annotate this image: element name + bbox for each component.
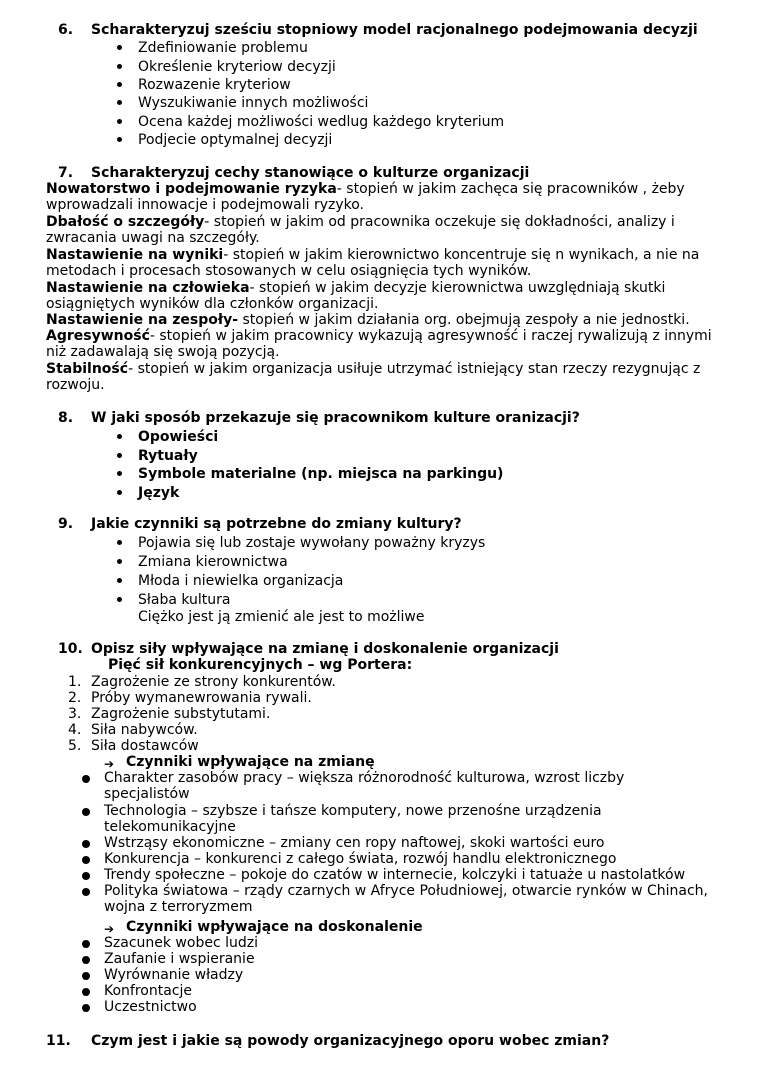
bullet-icon xyxy=(82,888,90,896)
improve-heading: Czynniki wpływające na doskonalenie xyxy=(126,919,423,935)
arrow-right-icon: ➔ xyxy=(104,757,115,771)
list-item: Próby wymanewrowania rywali. xyxy=(91,690,312,706)
list-item-note: Ciężko jest ją zmienić ale jest to możliwe xyxy=(138,609,425,625)
list-item: Zaufanie i wspieranie xyxy=(104,951,255,967)
list-item: Uczestnictwo xyxy=(104,999,197,1015)
porter-heading: Pięć sił konkurencyjnych – wg Portera: xyxy=(108,657,413,673)
list-item-continuation: specjalistów xyxy=(104,786,190,802)
q10-number: 10. xyxy=(58,641,83,657)
bullet-icon xyxy=(117,540,122,545)
bullet-icon xyxy=(82,972,90,980)
bullet-icon xyxy=(117,100,122,105)
bullet-icon xyxy=(117,137,122,142)
list-item: Wyrównanie władzy xyxy=(104,967,244,983)
list-item: Młoda i niewielka organizacja xyxy=(138,573,344,589)
list-item: Konfrontacje xyxy=(104,983,193,999)
list-item: Technologia – szybsze i tańsze komputery, nowe przenośne urządzenia xyxy=(104,803,602,819)
list-item: Zmiana kierownictwa xyxy=(138,554,288,570)
bullet-icon xyxy=(117,434,122,439)
q6-number: 6. xyxy=(58,22,74,38)
bullet-icon xyxy=(82,808,90,816)
list-number: 2. xyxy=(68,690,82,706)
list-item: Trendy społeczne – pokoje do czatów w internecie, kolczyki i tatuaże u nastolatków xyxy=(104,867,686,883)
q8-number: 8. xyxy=(58,410,74,426)
list-item: Określenie kryteriow decyzji xyxy=(138,59,336,75)
trait-dbalosc: Dbałość o szczegóły- stopień w jakim od pracownika oczekuje się dokładności, analizy i zwracania uwagi na szczegóły. xyxy=(46,214,675,247)
list-item-continuation: wojna z terroryzmem xyxy=(104,899,253,915)
q8-title: W jaki sposób przekazuje się pracownikom kulture oranizacji? xyxy=(91,410,580,426)
trait-nowatorstwo: Nowatorstwo i podejmowanie ryzyka- stopień w jakim zachęca się pracowników , żeby wprowadzali innowacje i podejmowali ryzyko. xyxy=(46,181,685,214)
bullet-icon xyxy=(82,1004,90,1012)
list-item-continuation: telekomunikacyjne xyxy=(104,819,236,835)
list-item: Ocena każdej możliwości wedlug każdego kryterium xyxy=(138,114,505,130)
bullet-icon xyxy=(117,82,122,87)
bullet-icon xyxy=(117,578,122,583)
bullet-icon xyxy=(82,856,90,864)
bullet-icon xyxy=(82,872,90,880)
list-item: Siła dostawców xyxy=(91,738,199,754)
change-heading: Czynniki wpływające na zmianę xyxy=(126,754,375,770)
bullet-icon xyxy=(117,453,122,458)
q10-title: Opisz siły wpływające na zmianę i doskonalenie organizacji xyxy=(91,641,559,657)
list-item: Szacunek wobec ludzi xyxy=(104,935,258,951)
list-item: Język xyxy=(138,485,180,501)
list-item: Opowieści xyxy=(138,429,219,445)
list-number: 4. xyxy=(68,722,82,738)
bullet-icon xyxy=(117,119,122,124)
q11-title: Czym jest i jakie są powody organizacyjnego oporu wobec zmian? xyxy=(91,1033,610,1049)
list-item: Symbole materialne (np. miejsca na parkingu) xyxy=(138,466,504,482)
bullet-icon xyxy=(82,988,90,996)
bullet-icon xyxy=(117,559,122,564)
bullet-icon xyxy=(82,840,90,848)
list-number: 5. xyxy=(68,738,82,754)
bullet-icon xyxy=(82,940,90,948)
bullet-icon xyxy=(82,956,90,964)
q9-title: Jakie czynniki są potrzebne do zmiany kultury? xyxy=(91,516,462,532)
list-item: Zagrożenie substytutami. xyxy=(91,706,271,722)
list-item: Zdefiniowanie problemu xyxy=(138,40,308,56)
list-item: Wstrząsy ekonomiczne – zmiany cen ropy naftowej, skoki wartości euro xyxy=(104,835,605,851)
list-item: Pojawia się lub zostaje wywołany poważny kryzys xyxy=(138,535,486,551)
list-item: Charakter zasobów pracy – większa różnorodność kulturowa, wzrost liczby xyxy=(104,770,625,786)
trait-agresywnosc: Agresywność- stopień w jakim pracownicy wykazują agresywność i raczej rywalizują z innymi niż zadawalają się swoją pozycją. xyxy=(46,328,712,361)
list-item: Polityka światowa – rządy czarnych w Afryce Południowej, otwarcie rynków w Chinach, xyxy=(104,883,708,899)
arrow-right-icon: ➔ xyxy=(104,922,115,936)
q6-title: Scharakteryzuj sześciu stopniowy model racjonalnego podejmowania decyzji xyxy=(91,22,698,38)
bullet-icon xyxy=(117,597,122,602)
list-number: 1. xyxy=(68,674,82,690)
list-number: 3. xyxy=(68,706,82,722)
trait-czlowiek: Nastawienie na człowieka- stopień w jakim decyzje kierownictwa uwzględniają skutki osiągniętych wyników dla członków organizacji. xyxy=(46,280,666,313)
q9-number: 9. xyxy=(58,516,74,532)
q7-title: Scharakteryzuj cechy stanowiące o kulturze organizacji xyxy=(91,165,530,181)
q11-number: 11. xyxy=(46,1033,71,1049)
bullet-icon xyxy=(117,471,122,476)
list-item: Wyszukiwanie innych możliwości xyxy=(138,95,369,111)
trait-stabilnosc: Stabilność- stopień w jakim organizacja usiłuje utrzymać istniejący stan rzeczy rezygnując z rozwoju. xyxy=(46,361,701,394)
q7-number: 7. xyxy=(58,165,74,181)
bullet-icon xyxy=(117,64,122,69)
bullet-icon xyxy=(82,775,90,783)
list-item: Rozwazenie kryteriow xyxy=(138,77,291,93)
list-item: Konkurencja – konkurenci z całego świata, rozwój handlu elektronicznego xyxy=(104,851,617,867)
trait-wyniki: Nastawienie na wyniki- stopień w jakim kierownictwo koncentruje się n wynikach, a nie na metodach i procesach stosowanych w celu osiągnięcia tych wyników. xyxy=(46,247,700,280)
list-item: Słaba kultura xyxy=(138,592,231,608)
list-item: Zagrożenie ze strony konkurentów. xyxy=(91,674,336,690)
list-item: Siła nabywców. xyxy=(91,722,198,738)
bullet-icon xyxy=(117,490,122,495)
bullet-icon xyxy=(117,45,122,50)
trait-zespoly: Nastawienie na zespoły- stopień w jakim działania org. obejmują zespoły a nie jednostki. xyxy=(46,312,690,328)
list-item: Podjecie optymalnej decyzji xyxy=(138,132,333,148)
list-item: Rytuały xyxy=(138,448,198,464)
